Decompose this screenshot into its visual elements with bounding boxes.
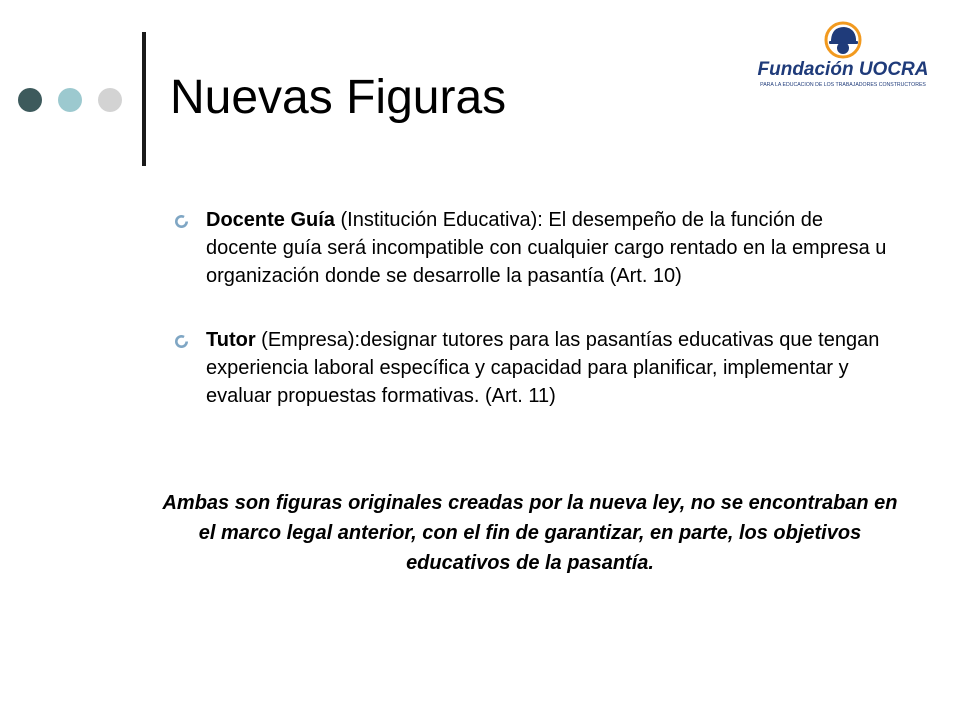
bullet-circle-icon [174,214,189,229]
logo-name: Fundación UOCRA [757,59,929,80]
closing-note: Ambas son figuras originales creadas por la nueva ley, no se encontraban en el marco legal anterior, con el fin de garantizar, en parte, los objetivos educativos de la pasantía. [162,492,898,574]
title-divider [142,32,146,166]
bullet-docente-guia [174,206,894,290]
bullet-term: Tutor [206,329,256,351]
fundacion-uocra-logo [748,18,938,98]
slide-title: Nuevas Figuras [170,71,507,124]
bullet-term: Docente Guía [206,209,335,231]
worker-helmet-icon [826,23,860,57]
decorative-dot-teal [58,88,82,112]
bullet-description: (Institución Educativa): El desempeño de la función de docente guía será incompatible con cualquier cargo rentado en la empresa u organización donde se desarrolle la pasantía (Art. 10) [206,209,887,287]
bullet-tutor [174,326,894,410]
bullet-description: (Empresa):designar tutores para las pasantías educativas que tengan experiencia laboral específica y capacidad para planificar, implementar y evaluar propuestas formativas. (Art. 11) [206,329,880,407]
logo-tagline: PARA LA EDUCACION DE LOS TRABAJADORES CONSTRUCTORES [760,82,926,88]
decorative-dot-gray [98,88,122,112]
bullet-circle-icon [174,334,189,349]
decorative-dot-dark [18,88,42,112]
bullet-list [174,206,894,446]
